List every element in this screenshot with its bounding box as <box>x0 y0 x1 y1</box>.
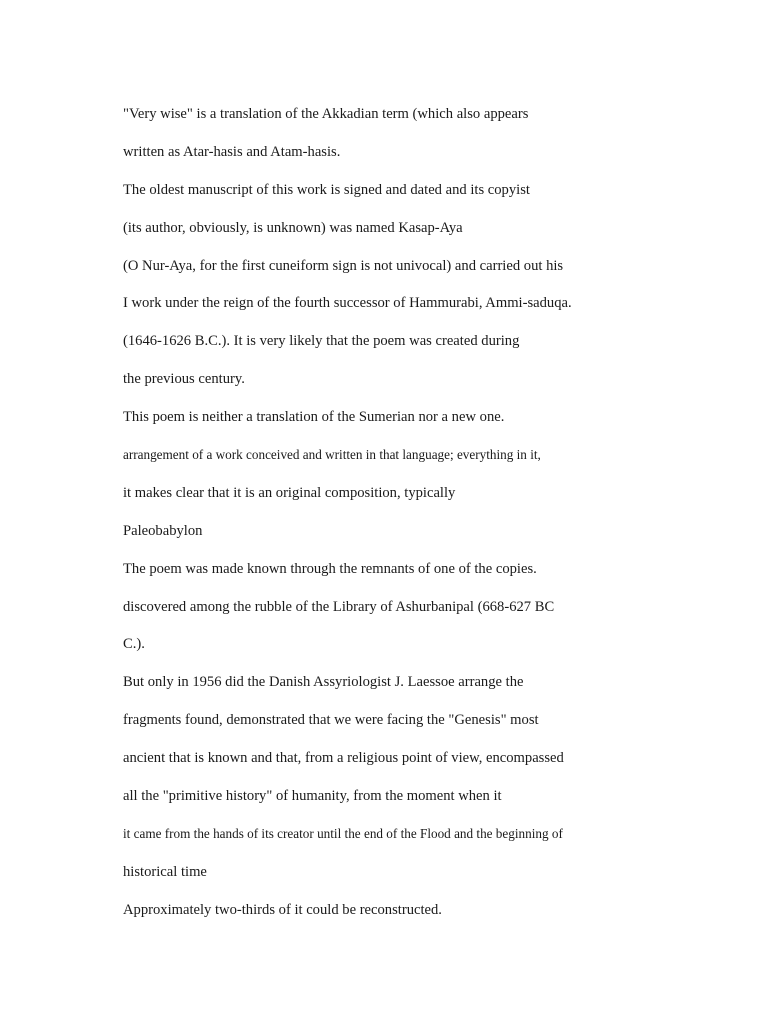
text-line: ancient that is known and that, from a religious point of view, encompassed <box>123 750 564 767</box>
text-line: Approximately two-thirds of it could be reconstructed. <box>123 901 442 918</box>
text-line: This poem is neither a translation of the Sumerian nor a new one. <box>123 409 505 426</box>
text-line: historical time <box>123 863 207 880</box>
text-line: C.). <box>123 636 145 653</box>
text-line: Paleobabylon <box>123 522 203 539</box>
text-line: (O Nur-Aya, for the first cuneiform sign is not univocal) and carried out his <box>123 257 564 274</box>
text-line: fragments found, demonstrated that we were facing the "Genesis" most <box>123 712 539 729</box>
text-line: it came from the hands of its creator until the end of the Flood and the beginning of <box>123 825 563 841</box>
text-line: it makes clear that it is an original composition, typically <box>123 484 456 501</box>
text-line: The poem was made known through the remnants of one of the copies. <box>123 560 537 577</box>
text-line: I work under the reign of the fourth successor of Hammurabi, Ammi-saduqa. <box>123 295 572 312</box>
text-line: written as Atar-hasis and Atam-hasis. <box>123 143 341 160</box>
body-text <box>123 103 643 937</box>
text-line: (1646-1626 B.C.). It is very likely that the poem was created during <box>123 333 520 350</box>
text-line: all the "primitive history" of humanity, from the moment when it <box>123 788 502 805</box>
text-line: discovered among the rubble of the Library of Ashurbanipal (668-627 BC <box>123 598 555 615</box>
text-line: the previous century. <box>123 371 245 388</box>
text-line: "Very wise" is a translation of the Akkadian term (which also appears <box>123 106 529 122</box>
text-line: (its author, obviously, is unknown) was named Kasap-Aya <box>123 219 463 236</box>
text-line: But only in 1956 did the Danish Assyriologist J. Laessoe arrange the <box>123 674 524 691</box>
text-line: arrangement of a work conceived and written in that language; everything in it, <box>123 447 541 463</box>
text-line: The oldest manuscript of this work is signed and dated and its copyist <box>123 181 530 198</box>
